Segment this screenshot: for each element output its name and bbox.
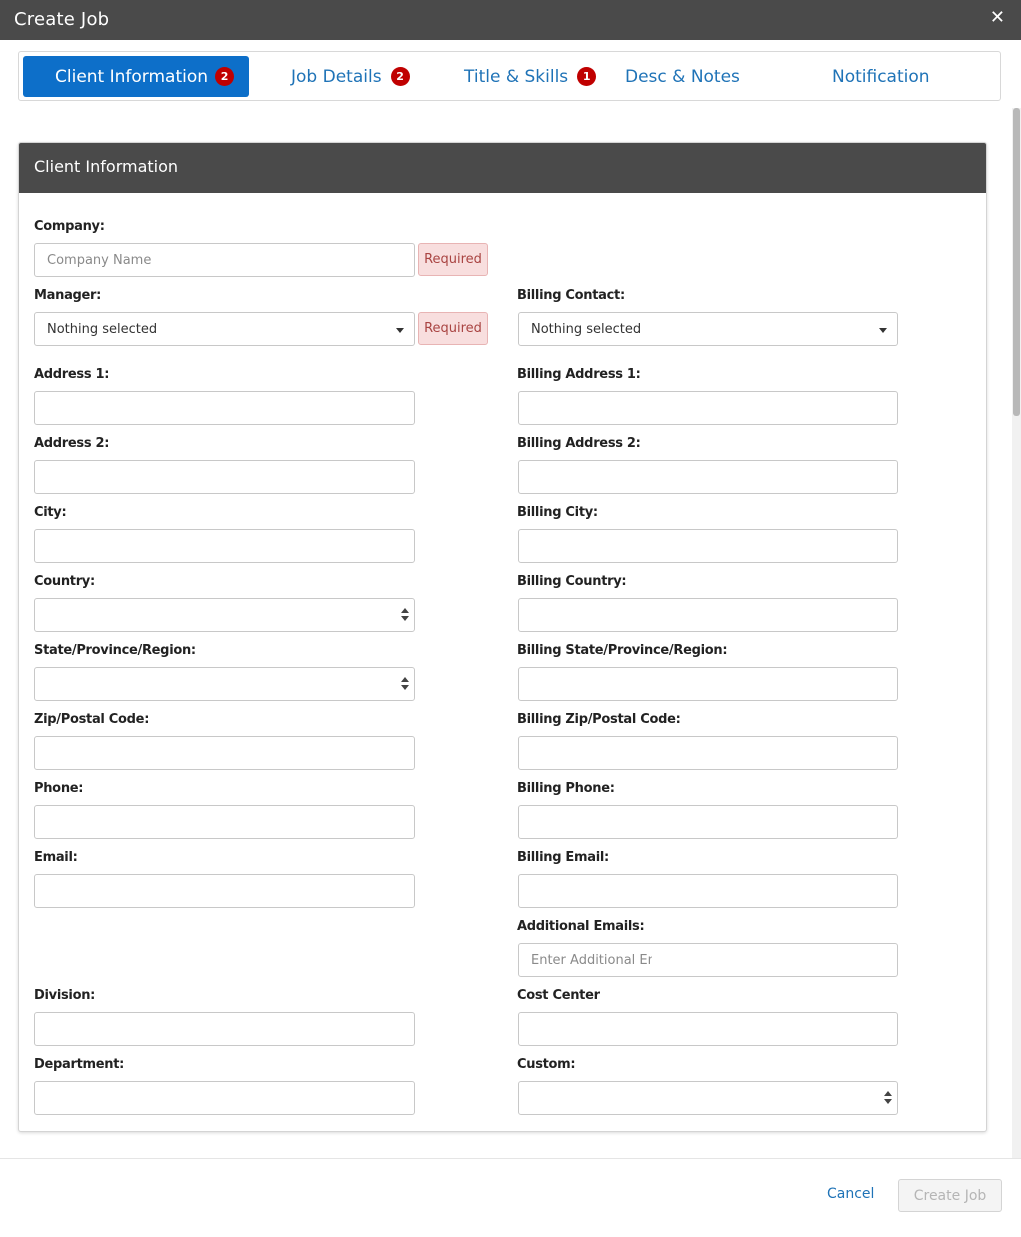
billing-contact-select[interactable] [518,312,898,346]
updown-arrows-icon [401,608,409,624]
department-label: Department: [34,1057,125,1072]
billing-zip-label: Billing Zip/Postal Code: [517,712,681,727]
country-label: Country: [34,574,95,589]
billing-phone-label: Billing Phone: [517,781,615,796]
tab-label: Title & Skills [464,66,569,87]
tab-desc-notes[interactable] [625,56,740,97]
tab-label: Job Details [291,66,382,87]
phone-label: Phone: [34,781,84,796]
address1-label: Address 1: [34,367,110,382]
panel-header [19,143,986,193]
tab-bar [18,51,1001,101]
billing-zip-input[interactable] [518,736,898,770]
company-input[interactable] [34,243,415,277]
custom-label: Custom: [517,1057,576,1072]
email-label: Email: [34,850,78,865]
billing-country-input[interactable] [518,598,898,632]
close-icon[interactable]: ✕ [989,7,1005,28]
tab-badge: 1 [577,67,596,86]
zip-input[interactable] [34,736,415,770]
state-select[interactable] [34,667,415,701]
tab-label: Notification [832,66,930,87]
footer-divider [0,1158,1021,1159]
tab-label: Client Information [55,66,209,87]
tab-title-skills[interactable] [464,56,596,97]
department-input[interactable] [34,1081,415,1115]
modal-title: Create Job [14,9,110,30]
email-input[interactable] [34,874,415,908]
billing-address1-input[interactable] [518,391,898,425]
billing-contact-label: Billing Contact: [517,288,625,303]
division-input[interactable] [34,1012,415,1046]
billing-country-label: Billing Country: [517,574,627,589]
updown-arrows-icon [884,1091,892,1107]
custom-select[interactable] [518,1081,898,1115]
phone-input[interactable] [34,805,415,839]
cost-center-label: Cost Center [517,988,600,1003]
manager-select-value: Nothing selected [47,321,158,337]
company-required-badge: Required [418,243,488,276]
additional-emails-label: Additional Emails: [517,919,645,934]
billing-city-label: Billing City: [517,505,598,520]
manager-required-badge: Required [418,312,488,345]
tab-badge: 2 [215,67,234,86]
address1-input[interactable] [34,391,415,425]
billing-city-input[interactable] [518,529,898,563]
updown-arrows-icon [401,677,409,693]
city-label: City: [34,505,67,520]
scrollbar-thumb[interactable] [1013,108,1020,416]
caret-down-icon [396,328,404,333]
division-label: Division: [34,988,96,1003]
caret-down-icon [879,328,887,333]
billing-email-label: Billing Email: [517,850,609,865]
country-select[interactable] [34,598,415,632]
panel-title: Client Information [34,157,179,176]
city-input[interactable] [34,529,415,563]
address2-input[interactable] [34,460,415,494]
billing-state-label: Billing State/Province/Region: [517,643,728,658]
create-job-button[interactable]: Create Job [898,1179,1002,1212]
tab-notification[interactable] [832,56,930,97]
tab-job-details[interactable] [291,56,410,97]
billing-email-input[interactable] [518,874,898,908]
cost-center-input[interactable] [518,1012,898,1046]
tab-badge: 2 [391,67,410,86]
billing-address1-label: Billing Address 1: [517,367,641,382]
address2-label: Address 2: [34,436,110,451]
tab-label: Desc & Notes [625,66,740,87]
tab-client-information[interactable] [23,56,249,97]
manager-label: Manager: [34,288,102,303]
company-label: Company: [34,219,105,234]
modal-titlebar [0,0,1021,40]
state-label: State/Province/Region: [34,643,196,658]
billing-address2-label: Billing Address 2: [517,436,641,451]
billing-address2-input[interactable] [518,460,898,494]
manager-select[interactable] [34,312,415,346]
client-information-panel [18,142,987,1132]
billing-state-input[interactable] [518,667,898,701]
billing-phone-input[interactable] [518,805,898,839]
zip-label: Zip/Postal Code: [34,712,150,727]
additional-emails-input[interactable] [518,943,898,977]
billing-contact-select-value: Nothing selected [531,321,642,337]
cancel-button[interactable]: Cancel [827,1186,875,1202]
